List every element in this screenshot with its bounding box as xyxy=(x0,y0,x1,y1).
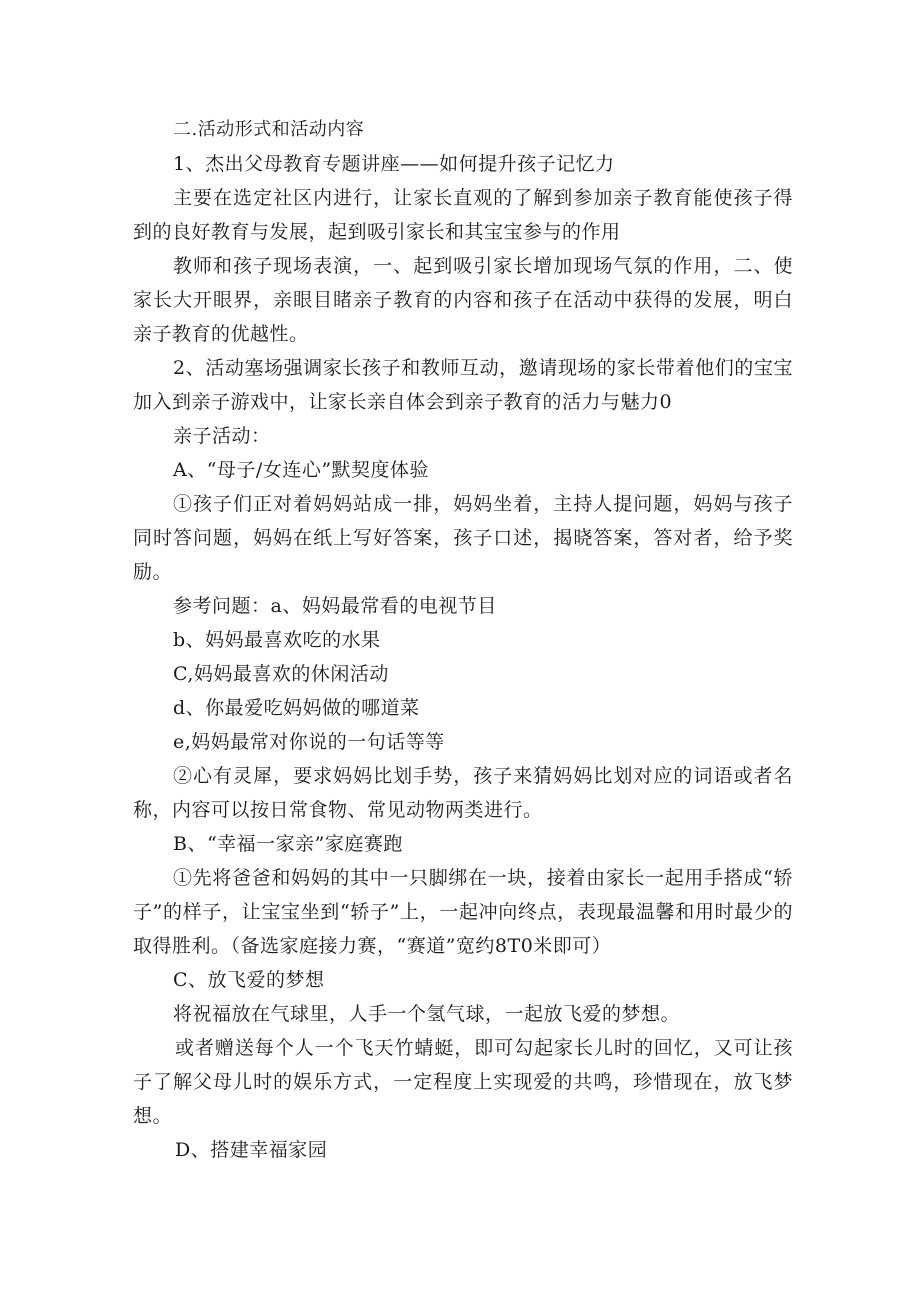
paragraph-interaction: 2、活动塞场强调家长孩子和教师互动，邀请现场的家长带着他们的宝宝加入到亲子游戏中，让家长亲自体会到亲子教育的活力与魅力0 xyxy=(133,357,793,413)
activity-a-rule-2: ②心有灵犀，要求妈妈比划手势，孩子来猜妈妈比划对应的词语或者名称，内容可以按日常食物、常见动物两类进行。 xyxy=(133,765,793,821)
activity-c-text-1: 将祝福放在气球里，人手一个氢气球，一起放飞爱的梦想。 xyxy=(173,1003,681,1025)
document-body xyxy=(133,113,793,1167)
activity-c-text-2: 或者赠送每个人一个飞天竹蜻蜓，即可勾起家长儿时的回忆，又可让孩子了解父母儿时的娱乐方式，一定程度上实现爱的共鸣，珍惜现在，放飞梦想。 xyxy=(133,1037,793,1127)
activity-a-title: A、“母子/女连心”默契度体验 xyxy=(173,459,430,481)
activity-d-title: D、搭建幸福家园 xyxy=(175,1139,328,1161)
question-b: b、妈妈最喜欢吃的水果 xyxy=(173,629,381,651)
question-e: e,妈妈最常对你说的一句话等等 xyxy=(173,731,445,753)
activity-c-title: C、放飞爱的梦想 xyxy=(173,969,325,991)
section-heading: 二.活动形式和活动内容 xyxy=(173,119,365,140)
question-a: 参考问题：a、妈妈最常看的电视节目 xyxy=(173,595,497,617)
question-d: d、你最爱吃妈妈做的哪道菜 xyxy=(173,697,420,719)
question-c: C,妈妈最喜欢的休闲活动 xyxy=(173,663,389,685)
activity-a-rule-1: ①孩子们正对着妈妈站成一排，妈妈坐着，主持人提问题，妈妈与孩子同时答问题，妈妈在纸上写好答案，孩子口述，揭晓答案，答对者，给予奖励。 xyxy=(133,493,793,583)
activity-b-rule-1: ①先将爸爸和妈妈的其中一只脚绑在一块，接着由家长一起用手搭成“轿子”的样子，让宝宝坐到“轿子”上，一起冲向终点，表现最温馨和用时最少的取得胜利。（备选家庭接力赛，“赛道”宽约8T0米即可） xyxy=(133,867,793,957)
paragraph-activities-label: 亲子活动： xyxy=(173,425,271,447)
paragraph-performance: 教师和孩子现场表演，一、起到吸引家长增加现场气氛的作用，二、使家长大开眼界，亲眼目睹亲子教育的内容和孩子在活动中获得的发展，明白亲子教育的优越性。 xyxy=(133,255,793,345)
paragraph-lecture-title: 1、杰出父母教育专题讲座——如何提升孩子记忆力 xyxy=(173,153,615,175)
paragraph-lecture-location: 主要在选定社区内进行，让家长直观的了解到参加亲子教育能使孩子得到的良好教育与发展，起到吸引家长和其宝宝参与的作用 xyxy=(133,187,793,243)
activity-b-title: B、“幸福一家亲”家庭赛跑 xyxy=(173,833,403,855)
